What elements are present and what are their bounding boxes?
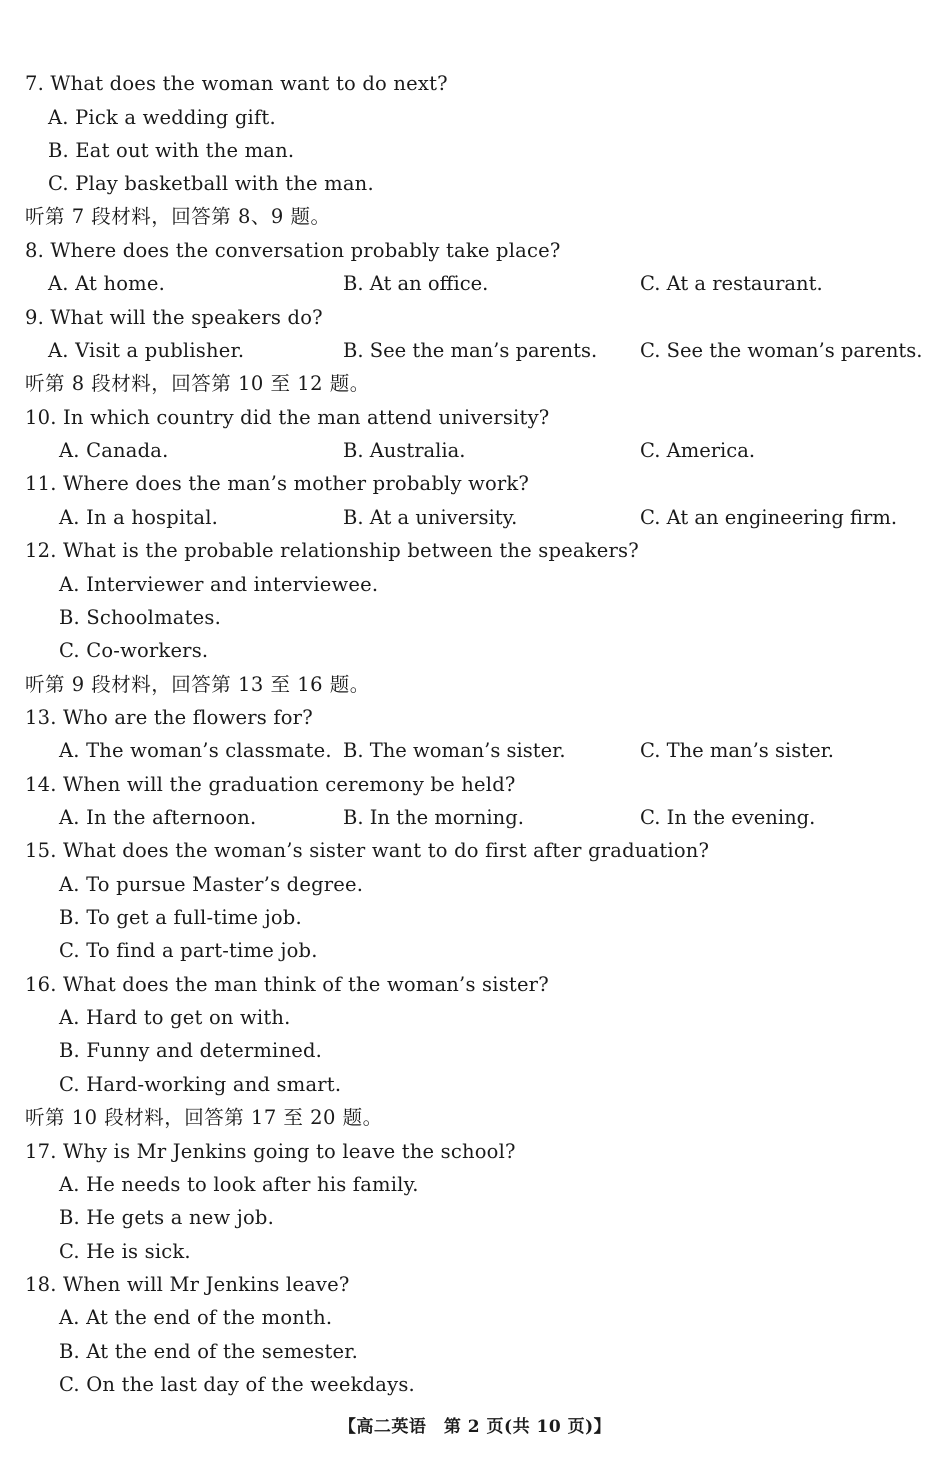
section-heading-8: 听第 8 段材料，回答第 10 至 12 题。: [25, 372, 370, 395]
option-17c: C. He is sick.: [59, 1240, 191, 1263]
option-8c: C. At a restaurant.: [640, 272, 823, 295]
option-11c: C. At an engineering firm.: [640, 506, 898, 529]
option-11b: B. At a university.: [343, 506, 518, 529]
page-footer: 【高二英语 第 2 页(共 10 页)】: [338, 1417, 612, 1437]
option-14a: A. In the afternoon.: [59, 806, 257, 829]
question-15: 15. What does the woman’s sister want to do first after graduation?: [25, 839, 710, 862]
option-16c: C. Hard-working and smart.: [59, 1073, 342, 1096]
option-10c: C. America.: [640, 439, 756, 462]
option-9c: C. See the woman’s parents.: [640, 339, 923, 362]
option-9a: A. Visit a publisher.: [48, 339, 245, 362]
option-17a: A. He needs to look after his family.: [59, 1173, 419, 1196]
question-7: 7. What does the woman want to do next?: [25, 72, 448, 95]
options-row-9: [0, 339, 950, 363]
question-13: 13. Who are the flowers for?: [25, 706, 313, 729]
option-7b: B. Eat out with the man.: [48, 139, 295, 162]
option-18c: C. On the last day of the weekdays.: [59, 1373, 415, 1396]
question-17: 17. Why is Mr Jenkins going to leave the school?: [25, 1140, 516, 1163]
question-11: 11. Where does the man’s mother probably work?: [25, 472, 530, 495]
option-12c: C. Co-workers.: [59, 639, 209, 662]
option-15b: B. To get a full-time job.: [59, 906, 302, 929]
option-13a: A. The woman’s classmate.: [59, 739, 332, 762]
option-7c: C. Play basketball with the man.: [48, 172, 374, 195]
options-row-10: [0, 439, 950, 463]
section-heading-7: 听第 7 段材料，回答第 8、9 题。: [25, 205, 331, 228]
question-16: 16. What does the man think of the woman’s sister?: [25, 973, 549, 996]
option-13b: B. The woman’s sister.: [343, 739, 566, 762]
option-15a: A. To pursue Master’s degree.: [59, 873, 364, 896]
section-heading-9: 听第 9 段材料，回答第 13 至 16 题。: [25, 673, 370, 696]
options-row-14: [0, 806, 950, 830]
option-8b: B. At an office.: [343, 272, 489, 295]
question-18: 18. When will Mr Jenkins leave?: [25, 1273, 350, 1296]
option-18a: A. At the end of the month.: [59, 1306, 333, 1329]
options-row-13: [0, 739, 950, 763]
option-18b: B. At the end of the semester.: [59, 1340, 359, 1363]
option-9b: B. See the man’s parents.: [343, 339, 598, 362]
option-17b: B. He gets a new job.: [59, 1206, 275, 1229]
option-16a: A. Hard to get on with.: [59, 1006, 291, 1029]
option-12a: A. Interviewer and interviewee.: [59, 573, 379, 596]
options-row-11: [0, 506, 950, 530]
section-heading-10: 听第 10 段材料，回答第 17 至 20 题。: [25, 1106, 383, 1129]
question-8: 8. Where does the conversation probably take place?: [25, 239, 561, 262]
option-8a: A. At home.: [48, 272, 165, 295]
option-13c: C. The man’s sister.: [640, 739, 835, 762]
option-14b: B. In the morning.: [343, 806, 524, 829]
option-15c: C. To find a part-time job.: [59, 939, 318, 962]
question-9: 9. What will the speakers do?: [25, 306, 323, 329]
options-row-8: [0, 272, 950, 296]
option-14c: C. In the evening.: [640, 806, 816, 829]
option-10b: B. Australia.: [343, 439, 466, 462]
question-10: 10. In which country did the man attend university?: [25, 406, 550, 429]
question-14: 14. When will the graduation ceremony be held?: [25, 773, 516, 796]
option-7a: A. Pick a wedding gift.: [48, 106, 276, 129]
option-16b: B. Funny and determined.: [59, 1039, 323, 1062]
option-12b: B. Schoolmates.: [59, 606, 221, 629]
option-11a: A. In a hospital.: [59, 506, 219, 529]
question-12: 12. What is the probable relationship between the speakers?: [25, 539, 639, 562]
option-10a: A. Canada.: [59, 439, 169, 462]
